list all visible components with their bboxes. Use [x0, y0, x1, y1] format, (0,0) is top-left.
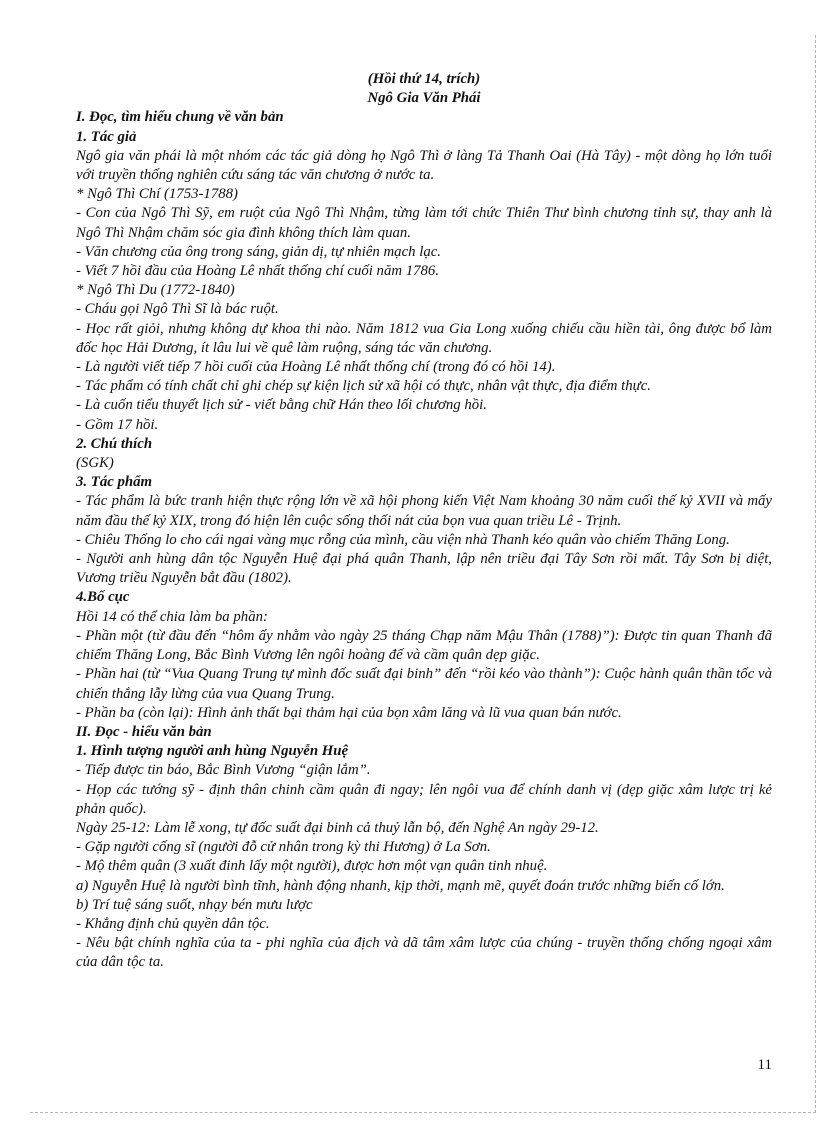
paragraph: - Người anh hùng dân tộc Nguyễn Huệ đại phá quân Thanh, lập nên triều đại Tây Sơn rồi mất. Tây Sơn bị diệt, Vương triều Nguyễn bắt đầu (1802). — [76, 551, 772, 587]
paragraph: Ngô gia văn phái là một nhóm các tác giả dòng họ Ngô Thì ở làng Tả Thanh Oai (Hà Tây) - một dòng họ lớn tuổi với truyền thống nghiên cứu sáng tác văn chương ở nước ta. — [76, 147, 772, 184]
paragraph: - Khẳng định chủ quyền dân tộc. — [76, 915, 270, 932]
paragraph: - Văn chương của ông trong sáng, giản dị, tự nhiên mạch lạc. — [76, 243, 442, 260]
section-heading: 1. Hình tượng người anh hùng Nguyễn Huệ — [76, 743, 349, 760]
paragraph: * Ngô Thì Chí (1753-1788) — [76, 186, 238, 203]
paragraph: Hồi 14 có thể chia làm ba phần: — [76, 608, 268, 625]
paragraph: b) Trí tuệ sáng suốt, nhạy bén mưu lược — [76, 896, 313, 913]
paragraph: - Phần một (từ đầu đến “hôm ấy nhằm vào ngày 25 tháng Chạp năm Mậu Thân (1788)”): Được tin quan Thanh đã chiếm Thăng Long, Bắc Bình Vương lên ngôi hoàng đế và cầm quân dẹp giặc. — [76, 627, 772, 664]
author-name: Ngô Gia Văn Phái — [367, 90, 481, 107]
paragraph: - Học rất giỏi, nhưng không dự khoa thi nào. Năm 1812 vua Gia Long xuống chiếu cầu hiền tài, ông được bổ làm đốc học Hải Dương, ít lâu lui về quê làm ruộng, sáng tác văn chương. — [76, 320, 772, 356]
paragraph: - Con của Ngô Thì Sỹ, em ruột của Ngô Thì Nhậm, từng làm tới chức Thiên Thư bình chương tỉnh sự, thay anh là Ngô Thì Nhậm chăm sóc gia đình không thích làm quan. — [76, 205, 772, 241]
paragraph: * Ngô Thì Du (1772-1840) — [76, 282, 235, 299]
paragraph: - Viết 7 hồi đầu của Hoàng Lê nhất thống chí cuối năm 1786. — [76, 263, 440, 280]
paragraph: - Phần ba (còn lại): Hình ảnh thất bại thảm hại của bọn xâm lăng và lũ vua quan bán nước. — [76, 704, 622, 721]
section-heading: II. Đọc - hiểu văn bản — [76, 723, 212, 740]
section-heading: 2. Chú thích — [76, 435, 153, 452]
paragraph: - Tác phẩm là bức tranh hiện thực rộng lớn về xã hội phong kiến Việt Nam khoảng 30 năm cuối thế kỷ XVII và mấy năm đầu thế kỷ XIX, trong đó hiện lên cuộc sống thối nát của bọn vua quan triều Lê - Trịnh. — [76, 493, 772, 529]
paragraph: - Phần hai (từ “Vua Quang Trung tự mình đốc suất đại binh” đến “rồi kéo vào thành”): Cuộc hành quân thần tốc và chiến thắng lẫy lừng của vua Quang Trung. — [76, 666, 772, 702]
section-heading: 3. Tác phẩm — [76, 474, 153, 491]
paragraph: - Là cuốn tiểu thuyết lịch sử - viết bằng chữ Hán theo lối chương hồi. — [76, 397, 487, 414]
section-heading: 1. Tác giả — [76, 128, 137, 145]
document-body — [76, 108, 772, 972]
paragraph: - Nêu bật chính nghĩa của ta - phi nghĩa của địch và dã tâm xâm lược của chúng - truyền thống chống ngoại xâm của dân tộc ta. — [76, 935, 772, 971]
paragraph: - Tác phẩm có tính chất chỉ ghi chép sự kiện lịch sử xã hội có thực, nhân vật thực, địa điểm thực. — [76, 378, 651, 395]
paragraph: - Tiếp được tin báo, Bắc Bình Vương “giận lắm”. — [76, 762, 371, 779]
paragraph: - Họp các tướng sỹ - định thân chinh cầm quân đi ngay; lên ngôi vua để chính danh vị (dẹp giặc xâm lược trị kẻ phản quốc). — [76, 781, 772, 817]
paragraph: (SGK) — [76, 455, 114, 472]
paragraph: - Gặp người cống sĩ (người đỗ cử nhân trong kỳ thi Hương) ở La Sơn. — [76, 839, 491, 856]
document-page — [76, 70, 772, 973]
excerpt-label: (Hồi thứ 14, trích) — [367, 71, 481, 87]
section-heading: 4.Bố cục — [76, 589, 130, 606]
section-heading: I. Đọc, tìm hiểu chung về văn bản — [76, 109, 284, 126]
page-number: 11 — [757, 1057, 772, 1073]
paragraph: - Cháu gọi Ngô Thì Sĩ là bác ruột. — [76, 301, 279, 318]
paragraph: - Là người viết tiếp 7 hồi cuối của Hoàng Lê nhất thống chí (trong đó có hồi 14). — [76, 359, 556, 376]
paragraph: - Gồm 17 hồi. — [76, 416, 159, 433]
paragraph: Ngày 25-12: Làm lễ xong, tự đốc suất đại binh cả thuỷ lẫn bộ, đến Nghệ An ngày 29-12. — [76, 819, 599, 836]
paragraph: - Chiêu Thống lo cho cái ngai vàng mục rỗng của mình, cầu viện nhà Thanh kéo quân vào chiếm Thăng Long. — [76, 531, 730, 548]
paragraph: - Mộ thêm quân (3 xuất đinh lấy một người), được hơn một vạn quân tinh nhuệ. — [76, 858, 548, 875]
paragraph: a) Nguyễn Huệ là người bình tĩnh, hành động nhanh, kịp thời, mạnh mẽ, quyết đoán trước những biến cố lớn. — [76, 877, 725, 894]
